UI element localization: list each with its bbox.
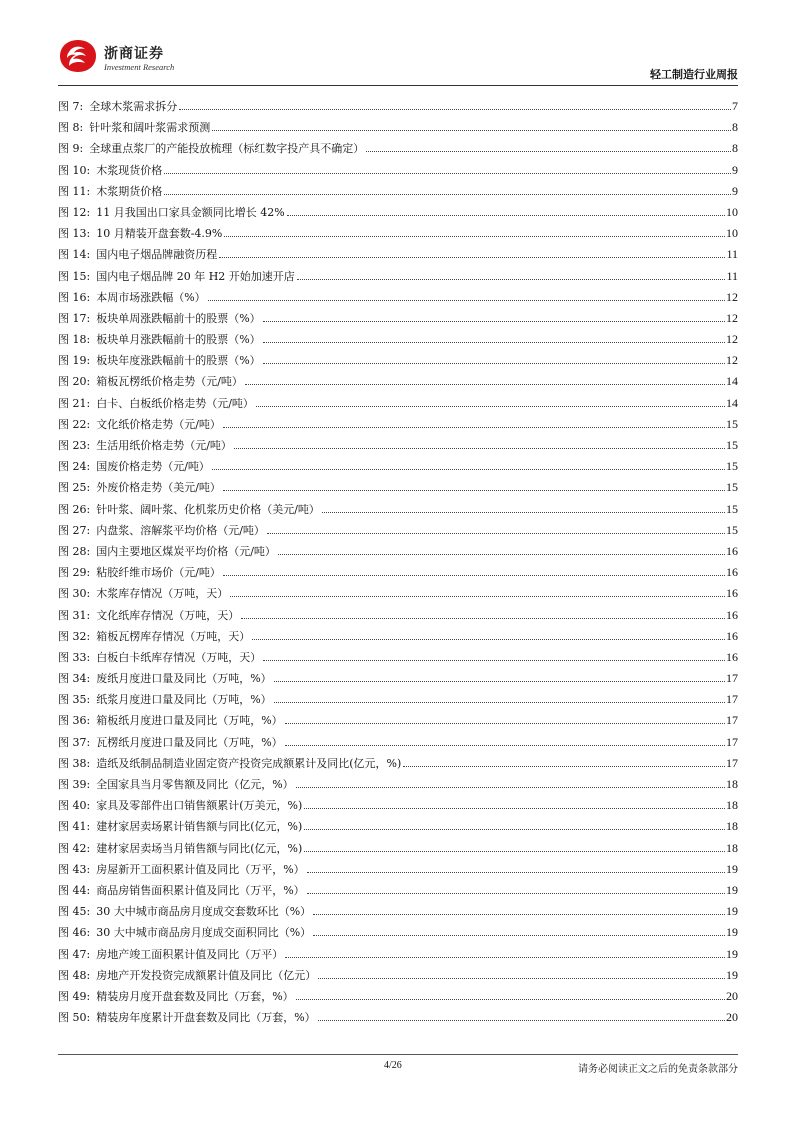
- page-number-ref: 18: [726, 840, 738, 855]
- brand-name-en: Investment Research: [104, 62, 175, 72]
- figure-label: 图 20:: [58, 375, 91, 389]
- dot-leader: [274, 681, 725, 682]
- dot-leader: [179, 109, 731, 110]
- page-number-ref: 18: [726, 777, 738, 791]
- figure-label: 图 7:: [58, 100, 84, 113]
- figure-label: 图 41:: [58, 820, 91, 834]
- figure-label: 图 39:: [58, 778, 91, 791]
- toc-entry[interactable]: [58, 755, 738, 776]
- figure-title: 造纸及纸制品制造业固定资产投资完成额累计及同比(亿元，%): [96, 756, 402, 770]
- page-number-ref: 15: [726, 459, 738, 474]
- figure-title: 木浆库存情况（万吨，天）: [96, 587, 229, 601]
- toc-entry[interactable]: [58, 946, 738, 967]
- page-number-ref: 10: [726, 226, 738, 241]
- page-number-ref: 19: [726, 967, 738, 982]
- figure-label: 图 49:: [58, 989, 91, 1003]
- toc-entry[interactable]: [58, 395, 738, 416]
- toc-entry[interactable]: [58, 840, 738, 861]
- figure-title: 内盘浆、溶解浆平均价格（元/吨）: [96, 523, 265, 537]
- figure-table-of-contents: [58, 98, 738, 1030]
- page-number-ref: 17: [726, 755, 738, 770]
- figure-label: 图 43:: [58, 862, 91, 876]
- figure-label: 图 25:: [58, 481, 91, 495]
- figure-title: 家具及零部件出口销售额累计(万美元，%): [96, 799, 303, 813]
- page-number-ref: 8: [732, 141, 738, 156]
- page-number-ref: 15: [726, 480, 738, 495]
- page-number-ref: 16: [726, 628, 738, 643]
- toc-entry[interactable]: [58, 98, 738, 119]
- page-number-ref: 12: [726, 289, 738, 304]
- figure-title: 箱板瓦楞库存情况（万吨，天）: [96, 629, 251, 643]
- toc-entry[interactable]: [58, 119, 738, 140]
- figure-label: 图 50:: [58, 1011, 91, 1025]
- page-number-ref: 19: [726, 946, 738, 961]
- figure-title: 房地产竣工面积累计值及同比（万平）: [96, 947, 284, 961]
- dot-leader: [296, 999, 725, 1000]
- figure-title: 30 大中城市商品房月度成交面积同比（%）: [96, 926, 312, 940]
- page-number-ref: 16: [726, 586, 738, 601]
- report-title: 轻工制造行业周报: [650, 68, 738, 81]
- toc-entry[interactable]: [58, 289, 738, 310]
- toc-entry[interactable]: [58, 797, 738, 818]
- figure-title: 板块年度涨跌幅前十的股票（%）: [96, 354, 261, 368]
- figure-title: 纸浆月度进口量及同比（万吨，%）: [96, 693, 272, 707]
- dot-leader: [164, 194, 731, 195]
- toc-entry[interactable]: [58, 246, 738, 267]
- figure-title: 建材家居卖场当月销售额与同比(亿元，%): [96, 841, 303, 855]
- dot-leader: [267, 533, 725, 534]
- figure-label: 图 46:: [58, 926, 91, 940]
- figure-title: 瓦楞纸月度进口量及同比（万吨，%）: [96, 735, 283, 749]
- toc-entry[interactable]: [58, 988, 738, 1009]
- figure-title: 国内电子烟品牌 20 年 H2 开始加速开店: [96, 269, 295, 283]
- figure-label: 图 19:: [58, 354, 91, 368]
- figure-label: 图 14:: [58, 248, 91, 262]
- toc-entry[interactable]: [58, 564, 738, 585]
- figure-label: 图 44:: [58, 883, 91, 897]
- dot-leader: [208, 300, 725, 301]
- figure-title: 本周市场涨跌幅（%）: [96, 290, 206, 304]
- figure-title: 白卡、白板纸价格走势（元/吨）: [96, 396, 254, 410]
- toc-entry[interactable]: [58, 479, 738, 500]
- page-number-ref: 17: [726, 734, 738, 749]
- page-number-ref: 8: [732, 120, 738, 135]
- figure-label: 图 9:: [58, 142, 84, 156]
- figure-label: 图 12:: [58, 205, 91, 219]
- page-number-ref: 12: [726, 353, 738, 368]
- figure-label: 图 15:: [58, 269, 91, 283]
- figure-title: 精装房年度累计开盘套数及同比（万套，%）: [96, 1011, 316, 1025]
- page-number-ref: 15: [726, 501, 738, 516]
- dot-leader: [223, 575, 725, 576]
- page-number-ref: 16: [726, 543, 738, 558]
- dot-leader: [307, 893, 725, 894]
- toc-entry[interactable]: [58, 712, 738, 733]
- figure-title: 国内电子烟品牌融资历程: [96, 248, 218, 262]
- figure-label: 图 21:: [58, 396, 91, 410]
- toc-entry[interactable]: [58, 204, 738, 225]
- footer-divider: [58, 1054, 738, 1055]
- dot-leader: [263, 321, 725, 322]
- figure-title: 外废价格走势（美元/吨）: [96, 481, 221, 495]
- dot-leader: [318, 978, 725, 979]
- toc-entry[interactable]: [58, 628, 738, 649]
- toc-entry[interactable]: [58, 861, 738, 882]
- toc-entry[interactable]: [58, 373, 738, 394]
- figure-label: 图 36:: [58, 714, 91, 728]
- dot-leader: [252, 639, 725, 640]
- figure-label: 图 18:: [58, 333, 91, 347]
- dot-leader: [230, 596, 725, 597]
- figure-title: 11 月我国出口家具金额同比增长 42%: [96, 205, 285, 219]
- figure-label: 图 8:: [58, 121, 84, 135]
- toc-entry[interactable]: [58, 543, 738, 564]
- figure-label: 图 10:: [58, 163, 91, 177]
- page-number-ref: 19: [726, 925, 738, 940]
- toc-entry[interactable]: [58, 818, 738, 839]
- figure-title: 精装房月度开盘套数及同比（万套，%）: [96, 989, 294, 1003]
- figure-label: 图 24:: [58, 460, 91, 474]
- toc-entry[interactable]: [58, 924, 738, 945]
- dot-leader: [224, 236, 725, 237]
- toc-entry[interactable]: [58, 225, 738, 246]
- toc-entry[interactable]: [58, 882, 738, 903]
- figure-title: 废纸月度进口量及同比（万吨，%）: [96, 672, 272, 686]
- figure-label: 图 31:: [58, 608, 91, 622]
- figure-label: 图 22:: [58, 417, 91, 431]
- figure-label: 图 35:: [58, 693, 91, 707]
- toc-entry[interactable]: [58, 331, 738, 352]
- page-header: [58, 38, 738, 84]
- page-number-ref: 11: [726, 268, 738, 283]
- page-number-ref: 14: [726, 395, 738, 410]
- figure-label: 图 28:: [58, 544, 91, 558]
- figure-title: 木浆现货价格: [96, 163, 163, 177]
- figure-title: 全国家具当月零售额及同比（亿元，%）: [96, 778, 294, 791]
- figure-title: 文化纸价格走势（元/吨）: [96, 417, 221, 431]
- dot-leader: [318, 1020, 725, 1021]
- toc-entry[interactable]: [58, 416, 738, 437]
- figure-label: 图 45:: [58, 905, 91, 919]
- dot-leader: [313, 914, 725, 915]
- page-number-ref: 7: [732, 99, 738, 113]
- page-number-ref: 10: [726, 204, 738, 219]
- toc-entry[interactable]: [58, 162, 738, 183]
- dot-leader: [313, 935, 725, 936]
- zheshang-securities-logo-icon: [58, 38, 98, 74]
- toc-entry[interactable]: [58, 967, 738, 988]
- figure-title: 国内主要地区煤炭平均价格（元/吨）: [96, 544, 276, 558]
- dot-leader: [274, 702, 725, 703]
- figure-title: 10 月精装开盘套数-4.9%: [96, 227, 223, 241]
- dot-leader: [285, 723, 725, 724]
- toc-entry[interactable]: [58, 903, 738, 924]
- page-number-ref: 9: [732, 183, 738, 198]
- page-number-ref: 17: [726, 692, 738, 707]
- figure-label: 图 40:: [58, 799, 91, 813]
- toc-entry[interactable]: [58, 670, 738, 691]
- toc-entry[interactable]: [58, 183, 738, 204]
- figure-title: 国废价格走势（元/吨）: [96, 460, 210, 474]
- toc-entry[interactable]: [58, 522, 738, 543]
- figure-label: 图 47:: [58, 947, 91, 961]
- figure-title: 木浆期货价格: [96, 184, 163, 198]
- figure-label: 图 17:: [58, 311, 91, 325]
- figure-label: 图 16:: [58, 290, 91, 304]
- figure-title: 箱板瓦楞纸价格走势（元/吨）: [96, 375, 243, 389]
- figure-title: 粘胶纤维市场价（元/吨）: [96, 566, 221, 580]
- dot-leader: [304, 851, 725, 852]
- toc-entry[interactable]: [58, 776, 738, 797]
- toc-entry[interactable]: [58, 268, 738, 289]
- figure-label: 图 11:: [58, 184, 91, 198]
- figure-title: 房地产开发投资完成额累计值及同比（亿元）: [96, 968, 317, 982]
- toc-entry[interactable]: [58, 437, 738, 458]
- figure-label: 图 48:: [58, 968, 91, 982]
- figure-title: 针叶浆和阔叶浆需求预测: [89, 121, 211, 135]
- figure-label: 图 32:: [58, 629, 91, 643]
- dot-leader: [245, 384, 725, 385]
- figure-label: 图 26:: [58, 502, 91, 516]
- figure-title: 针叶浆、阔叶浆、化机浆历史价格（美元/吨）: [96, 502, 320, 516]
- figure-label: 图 34:: [58, 672, 91, 686]
- toc-entry[interactable]: [58, 1009, 738, 1030]
- page-number-ref: 12: [726, 332, 738, 347]
- page-number-ref: 14: [726, 374, 738, 389]
- toc-entry[interactable]: [58, 310, 738, 331]
- figure-label: 图 38:: [58, 756, 91, 770]
- dot-leader: [403, 766, 725, 767]
- page-number-ref: 15: [726, 438, 738, 452]
- figure-title: 白板白卡纸库存情况（万吨，天）: [96, 650, 262, 664]
- dot-leader: [296, 787, 725, 788]
- figure-title: 全球木浆需求拆分: [89, 100, 178, 113]
- dot-leader: [219, 257, 725, 258]
- toc-entry[interactable]: [58, 607, 738, 628]
- page-number-ref: 9: [732, 162, 738, 177]
- dot-leader: [304, 808, 725, 809]
- page-number-ref: 18: [726, 819, 738, 834]
- page-number-ref: 20: [726, 988, 738, 1003]
- page-number-ref: 16: [726, 649, 738, 664]
- toc-entry[interactable]: [58, 649, 738, 670]
- figure-label: 图 42:: [58, 841, 91, 855]
- page-number-ref: 19: [726, 861, 738, 876]
- dot-leader: [297, 279, 726, 280]
- dot-leader: [256, 406, 725, 407]
- dot-leader: [263, 342, 725, 343]
- dot-leader: [278, 554, 725, 555]
- figure-title: 文化纸库存情况（万吨，天）: [96, 608, 240, 622]
- dot-leader: [223, 427, 725, 428]
- figure-title: 板块单月涨跌幅前十的股票（%）: [96, 333, 261, 347]
- page-number-ref: 17: [726, 713, 738, 728]
- dot-leader: [366, 151, 731, 152]
- toc-entry[interactable]: [58, 140, 738, 161]
- figure-label: 图 23:: [58, 439, 91, 452]
- figure-label: 图 29:: [58, 566, 91, 580]
- dot-leader: [322, 512, 725, 513]
- dot-leader: [285, 745, 725, 746]
- page-number-ref: 12: [726, 310, 738, 325]
- dot-leader: [241, 618, 725, 619]
- page-number-ref: 11: [726, 247, 738, 262]
- figure-title: 板块单周涨跌幅前十的股票（%）: [96, 311, 261, 325]
- page-number-ref: 17: [726, 671, 738, 686]
- dot-leader: [164, 173, 731, 174]
- dot-leader: [212, 130, 731, 131]
- disclaimer-note: 请务必阅读正文之后的免责条款部分: [578, 1064, 738, 1075]
- page-number-ref: 18: [726, 798, 738, 813]
- page-number-ref: 19: [726, 882, 738, 897]
- figure-title: 生活用纸价格走势（元/吨）: [96, 439, 232, 452]
- figure-label: 图 13:: [58, 227, 91, 241]
- page-number-ref: 19: [726, 904, 738, 919]
- figure-title: 建材家居卖场累计销售额与同比(亿元，%): [96, 820, 303, 834]
- brand-name-cn: 浙商证券: [104, 46, 164, 62]
- figure-title: 房屋新开工面积累计值及同比（万平，%）: [96, 862, 305, 876]
- dot-leader: [263, 660, 725, 661]
- toc-entry[interactable]: [58, 734, 738, 755]
- toc-entry[interactable]: [58, 458, 738, 479]
- dot-leader: [287, 215, 725, 216]
- page-number-ref: 16: [726, 565, 738, 580]
- figure-label: 图 33:: [58, 650, 91, 664]
- header-divider: [58, 85, 738, 86]
- dot-leader: [285, 957, 725, 958]
- figure-title: 箱板纸月度进口量及同比（万吨，%）: [96, 714, 283, 728]
- page-number: 4/26: [384, 1060, 402, 1071]
- dot-leader: [263, 363, 725, 364]
- page-number-ref: 15: [726, 416, 738, 431]
- toc-entry[interactable]: [58, 352, 738, 373]
- dot-leader: [212, 469, 725, 470]
- page-number-ref: 15: [726, 522, 738, 537]
- figure-title: 全球重点浆厂的产能投放梳理（标红数字投产具不确定）: [89, 142, 365, 156]
- page-number-ref: 16: [726, 607, 738, 622]
- dot-leader: [304, 829, 725, 830]
- figure-label: 图 30:: [58, 587, 91, 601]
- dot-leader: [223, 490, 725, 491]
- toc-entry[interactable]: [58, 501, 738, 522]
- toc-entry[interactable]: [58, 691, 738, 712]
- figure-label: 图 27:: [58, 523, 91, 537]
- dot-leader: [307, 872, 725, 873]
- figure-title: 30 大中城市商品房月度成交套数环比（%）: [96, 905, 312, 919]
- figure-label: 图 37:: [58, 735, 91, 749]
- page-number-ref: 20: [726, 1010, 738, 1025]
- toc-entry[interactable]: [58, 585, 738, 606]
- dot-leader: [234, 448, 725, 449]
- figure-title: 商品房销售面积累计值及同比（万平，%）: [96, 883, 305, 897]
